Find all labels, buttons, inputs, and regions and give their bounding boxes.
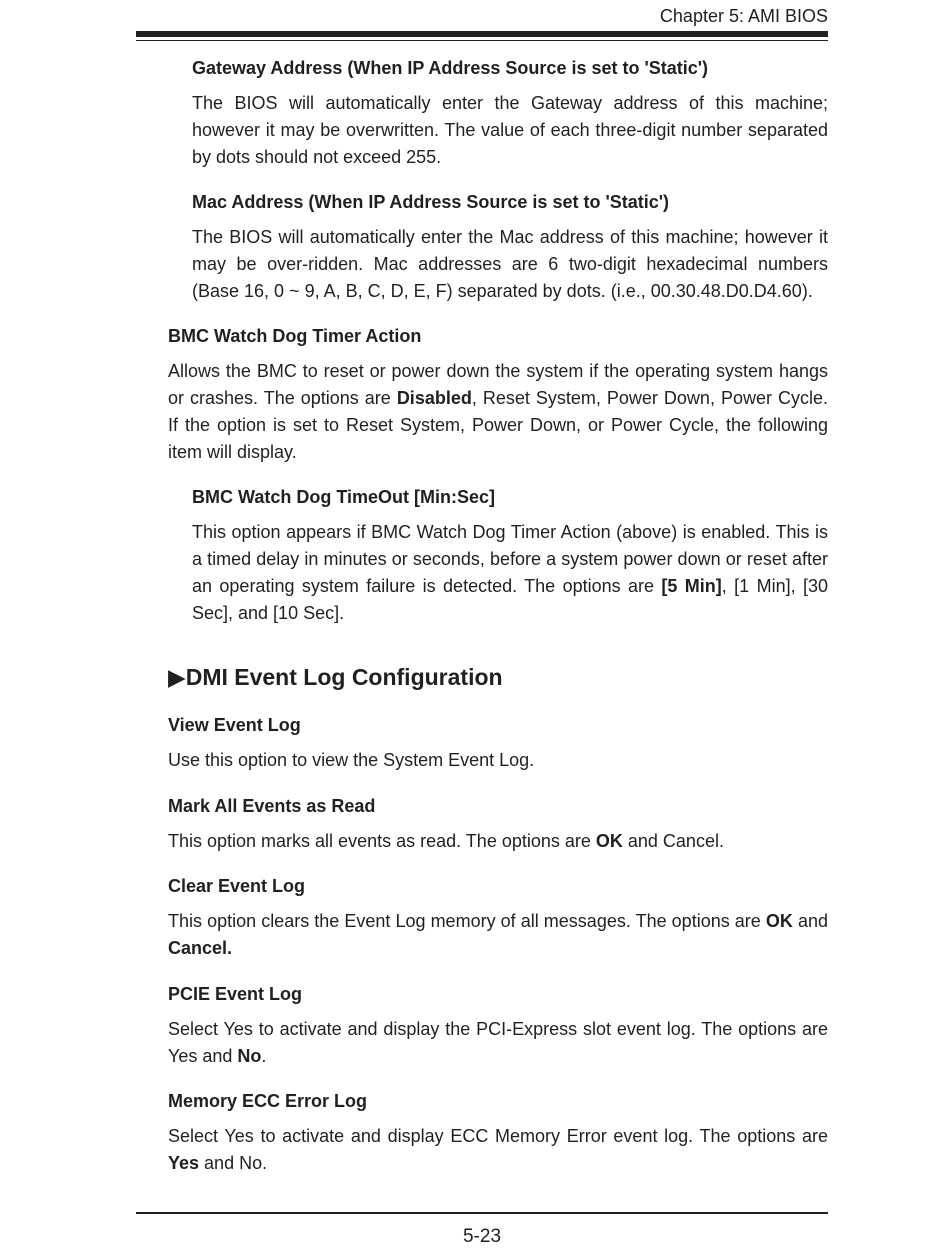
section-heading: PCIE Event Log [168,984,303,1004]
section-body [168,1016,828,1070]
body-bold: Disabled [396,388,472,408]
section-body [168,1123,828,1177]
body-text: This option clears the Event Log memory of all messages. The options are [168,911,766,931]
footer-rule [136,1212,828,1214]
section-heading: View Event Log [168,715,301,735]
section-pcie-event-log [168,982,828,1070]
body-bold: No [237,1046,262,1066]
section-heading: BMC Watch Dog TimeOut [Min:Sec] [192,487,495,507]
body-bold: OK [595,831,623,851]
body-text: Select Yes to activate and display ECC Memory Error event log. The options are [168,1126,828,1146]
body-text: This option appears if BMC Watch Dog Timer Action (above) is enabled. This is a timed delay in minutes or seconds, before a system power down or reset after an operating system failure is detected. The options are [192,522,828,596]
section-clear-event-log [168,874,828,962]
section-heading: Gateway Address (When IP Address Source is set to 'Static') [192,58,709,78]
body-text: Allows the BMC to reset or power down the system if the operating system hangs or crashes. The options are [168,361,828,408]
body-text: and Cancel. [622,831,724,851]
heading-text: DMI Event Log Configuration [185,664,503,690]
header-rule-thick [136,31,828,37]
page-number: 5-23 [462,1226,502,1247]
body-text: . [261,1046,267,1066]
section-heading: Mark All Events as Read [168,796,376,816]
section-mac-address [192,190,828,305]
section-body: The BIOS will automatically enter the Mac address of this machine; however it may be over-ridden. Mac addresses are 6 two-digit hexadecimal numbers (Base 16, 0 ~ 9, A, B, C, D, E, F) separated by dots. (i.e., 00.30.48.D0.D4.60). [192,227,828,301]
section-body [168,358,828,466]
section-heading: Memory ECC Error Log [168,1091,368,1111]
body-text: Select Yes to activate and display the PCI-Express slot event log. The options are Yes and [168,1019,828,1066]
section-body [168,908,828,962]
body-text: and [792,911,828,931]
body-text: , [1 Min], [30 Sec], and [10 Sec]. [192,576,828,623]
body-bold: OK [765,911,793,931]
section-body: Use this option to view the System Event Log. [168,750,535,770]
section-heading: BMC Watch Dog Timer Action [168,326,422,346]
section-view-event-log [168,713,828,774]
chapter-section-heading [168,662,828,692]
section-watchdog-action [168,324,828,466]
body-text: This option marks all events as read. The options are [168,831,596,851]
section-heading: Clear Event Log [168,876,306,896]
section-body: The BIOS will automatically enter the Gateway address of this machine; however it may be overwritten. The value of each three-digit number separated by dots should not exceed 255. [192,93,828,167]
section-gateway-address [192,56,828,171]
body-text: and No. [199,1153,268,1173]
section-body [192,519,828,627]
body-text: , Reset System, Power Down, Power Cycle. If the option is set to Reset System, Power Down, or Power Cycle, the following item will display. [168,388,828,462]
section-mark-all-read [168,794,828,855]
section-heading: Mac Address (When IP Address Source is set to 'Static') [192,192,670,212]
header-rule-thin [136,40,828,41]
section-dmi-event-log [168,662,828,692]
section-body [168,828,828,855]
section-memory-ecc-log [168,1089,828,1177]
body-bold: [5 Min] [661,576,722,596]
triangle-right-icon: ▶ [168,664,186,690]
chapter-title: Chapter 5: AMI BIOS [659,6,828,26]
body-bold: Yes [168,1153,200,1173]
body-bold: Cancel. [168,938,233,958]
section-watchdog-timeout [192,485,828,627]
